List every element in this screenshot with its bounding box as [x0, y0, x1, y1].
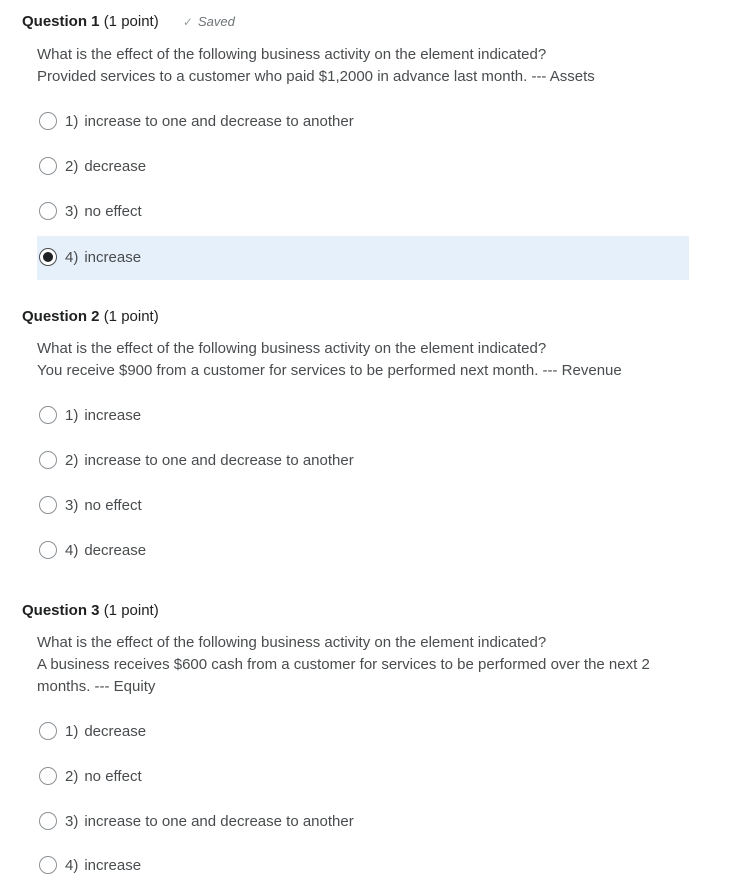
option-label: 3) no effect — [65, 203, 142, 220]
option-label: 1) decrease — [65, 723, 147, 740]
question-points: (1 point) — [103, 602, 159, 619]
radio-button[interactable] — [39, 157, 57, 175]
question-3-prompt — [37, 632, 687, 698]
question-2-prompt — [37, 338, 687, 382]
answer-option[interactable] — [37, 439, 689, 483]
option-label: 4) increase — [65, 857, 142, 874]
option-label: 3) increase to one and decrease to another — [65, 813, 354, 830]
answer-option[interactable] — [37, 844, 689, 888]
radio-button[interactable] — [39, 767, 57, 785]
option-label: 2) increase to one and decrease to another — [65, 452, 354, 469]
radio-button-checked[interactable] — [39, 248, 57, 266]
option-label: 1) increase to one and decrease to another — [65, 113, 354, 130]
option-label: 4) decrease — [65, 542, 147, 559]
answer-option[interactable] — [37, 190, 689, 234]
option-label: 3) no effect — [65, 497, 142, 514]
question-3-header — [22, 601, 159, 621]
radio-button[interactable] — [39, 202, 57, 220]
question-points: (1 point) — [103, 308, 159, 325]
answer-option[interactable] — [37, 484, 689, 528]
prompt-line: What is the effect of the following business activity on the element indicated? — [37, 340, 547, 357]
question-1-header — [22, 12, 235, 32]
radio-button[interactable] — [39, 406, 57, 424]
question-title: Question 1 — [22, 13, 100, 30]
option-label: 2) no effect — [65, 768, 142, 785]
saved-status — [183, 12, 235, 32]
radio-button[interactable] — [39, 722, 57, 740]
question-title: Question 2 — [22, 308, 100, 325]
prompt-line: months. --- Equity — [37, 678, 156, 695]
question-2-header — [22, 307, 159, 327]
radio-button[interactable] — [39, 112, 57, 130]
answer-option[interactable] — [37, 529, 689, 573]
radio-button[interactable] — [39, 496, 57, 514]
question-1-prompt — [37, 44, 687, 88]
option-label: 2) decrease — [65, 158, 147, 175]
prompt-line: You receive $900 from a customer for services to be performed next month. --- Revenue — [37, 362, 622, 379]
answer-option[interactable] — [37, 710, 689, 754]
question-points: (1 point) — [103, 13, 159, 30]
prompt-line: What is the effect of the following business activity on the element indicated? — [37, 634, 547, 651]
prompt-line: Provided services to a customer who paid $1,2000 in advance last month. --- Assets — [37, 68, 595, 85]
answer-option[interactable] — [37, 100, 689, 144]
question-title: Question 3 — [22, 602, 100, 619]
answer-option[interactable] — [37, 145, 689, 189]
option-label: 1) increase — [65, 407, 142, 424]
prompt-line: What is the effect of the following business activity on the element indicated? — [37, 46, 547, 63]
radio-button[interactable] — [39, 451, 57, 469]
answer-option[interactable] — [37, 755, 689, 799]
answer-option[interactable] — [37, 394, 689, 438]
prompt-line: A business receives $600 cash from a customer for services to be performed over the next 2 — [37, 656, 650, 673]
answer-option[interactable] — [37, 800, 689, 844]
radio-button[interactable] — [39, 812, 57, 830]
radio-button[interactable] — [39, 541, 57, 559]
radio-button[interactable] — [39, 856, 57, 874]
check-icon: ✓ — [182, 15, 193, 29]
option-label: 4) increase — [65, 249, 142, 266]
saved-label: Saved — [197, 14, 235, 29]
answer-option-selected[interactable] — [37, 236, 689, 280]
